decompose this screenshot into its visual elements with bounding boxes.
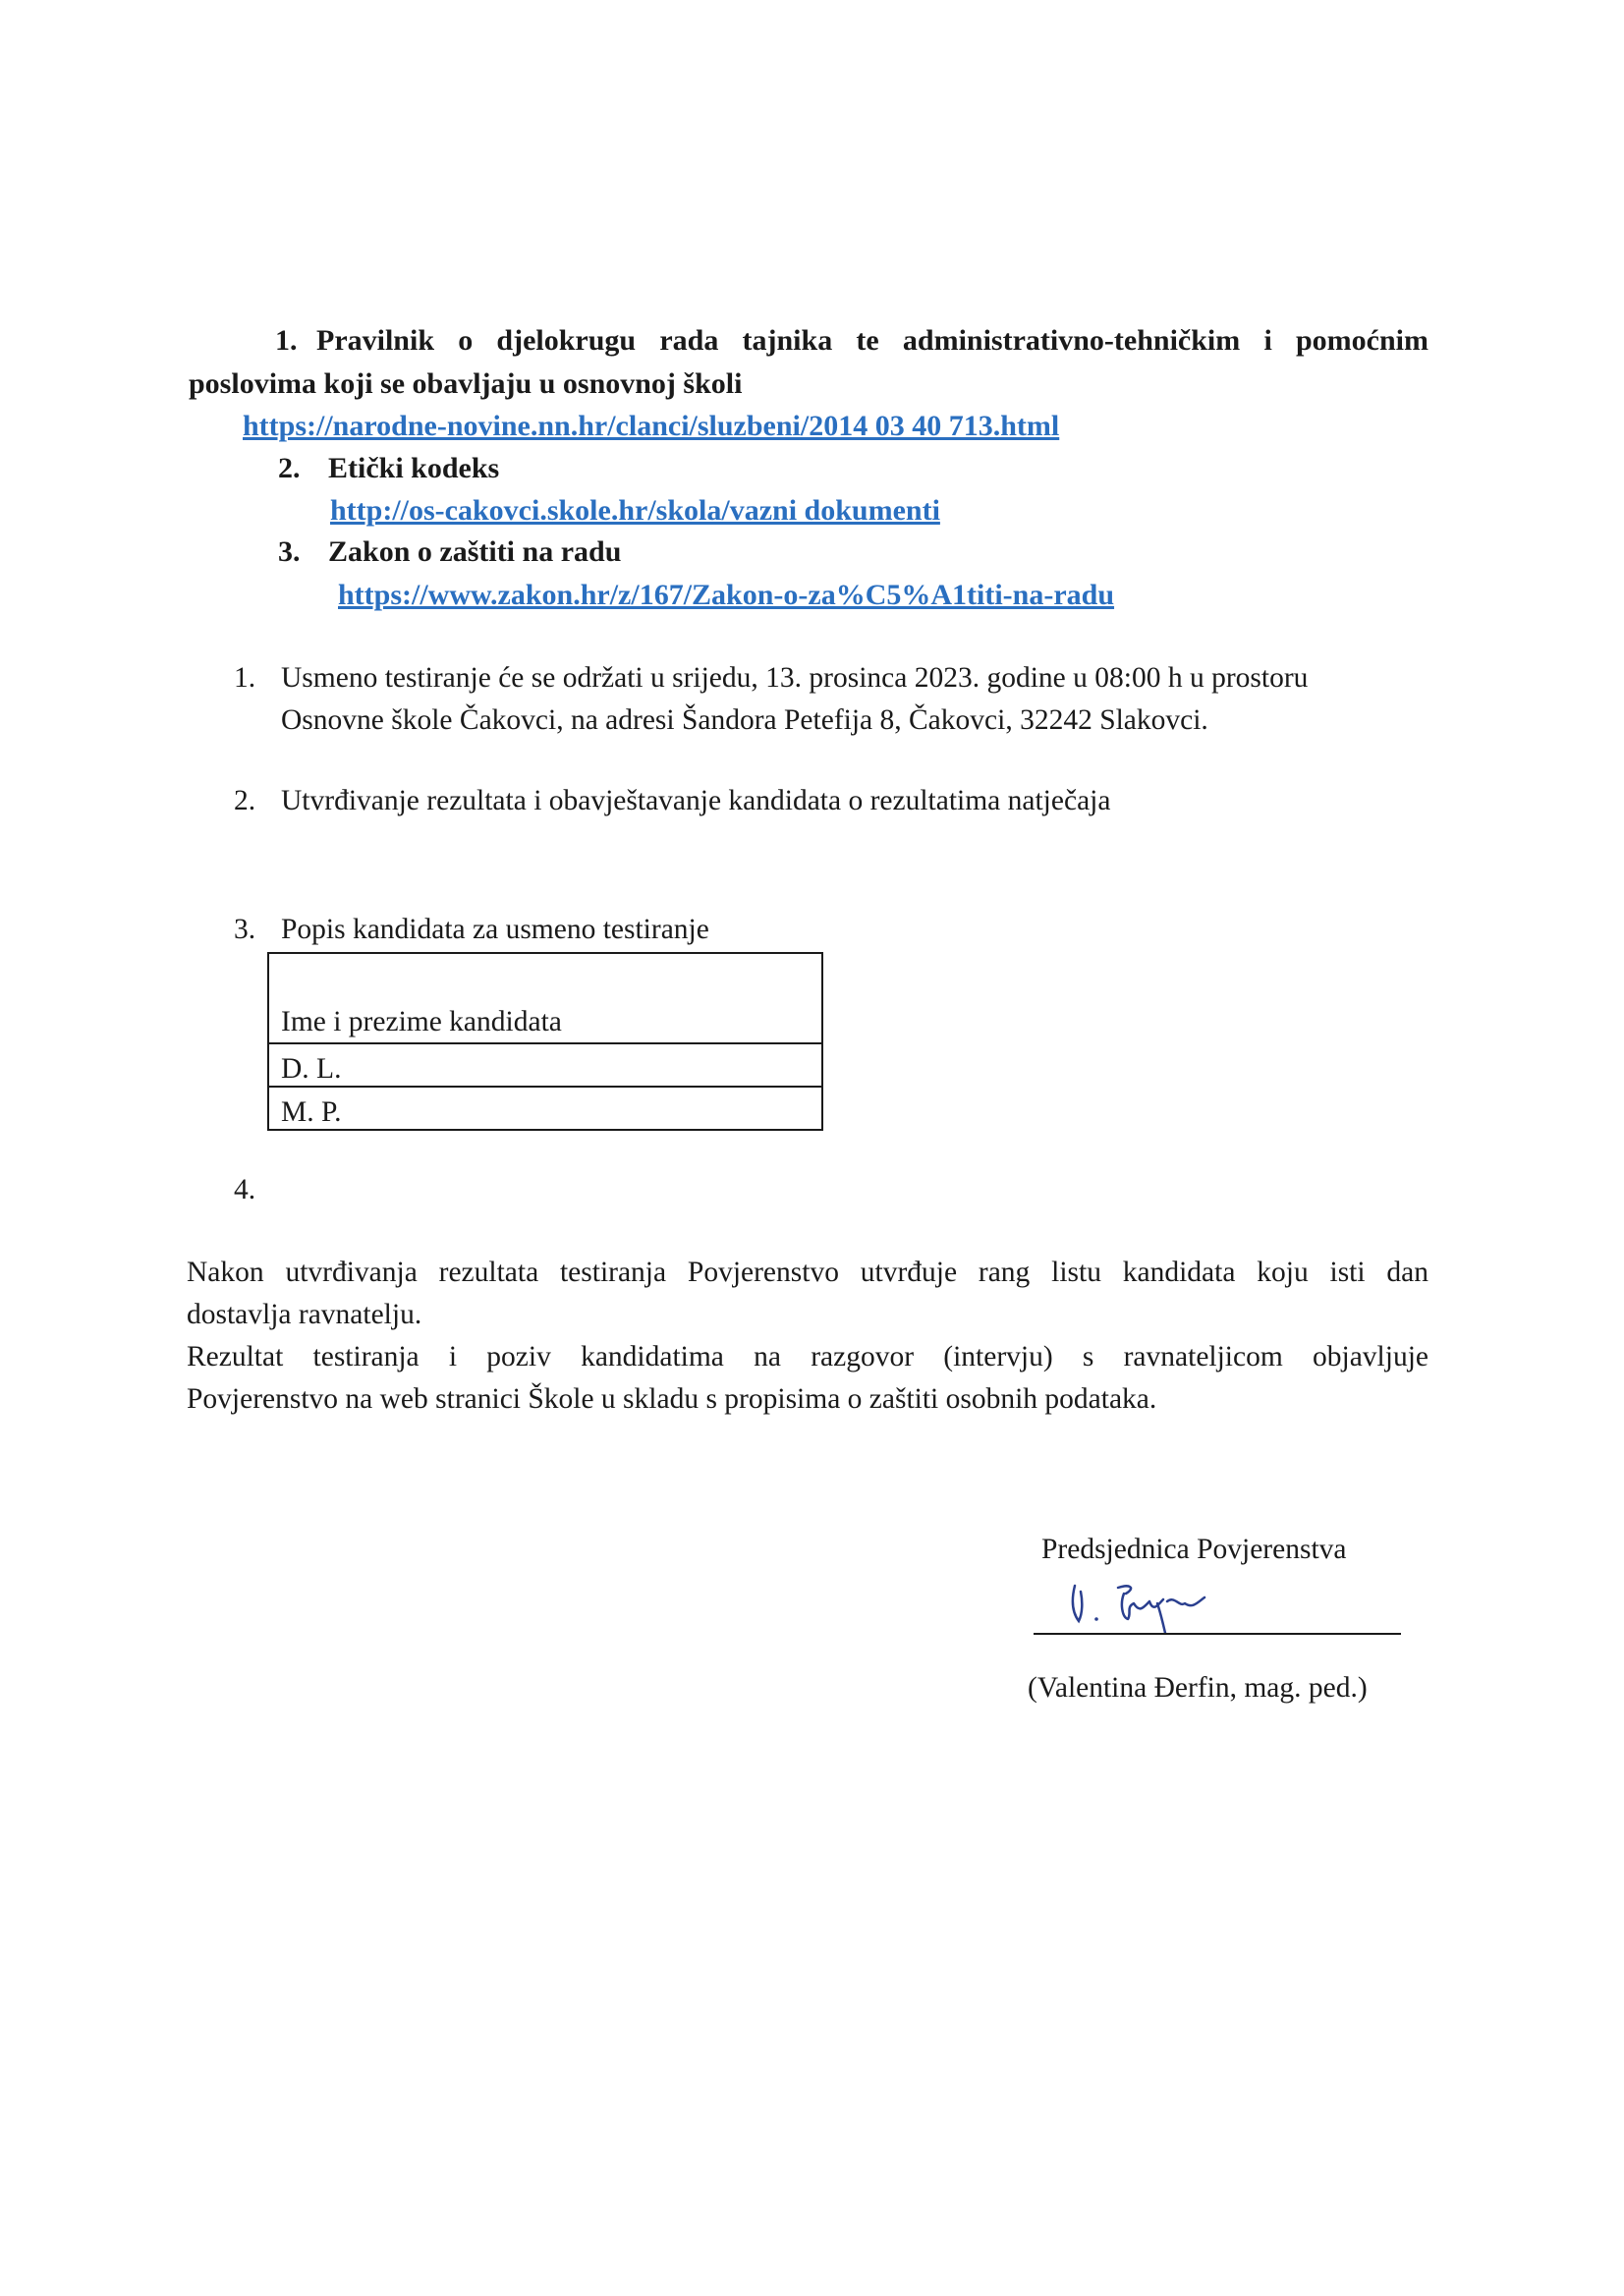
item-1-line1: Usmeno testiranje će se održati u srijedu, 13. prosinca 2023. godine u 08:00 h u prostoru: [281, 662, 1309, 694]
candidates-table: [267, 952, 823, 1131]
reference-3-number: 3.: [278, 535, 301, 568]
reference-1-link[interactable]: https://narodne-novine.nn.hr/clanci/sluzbeni/2014 03 40 713.html: [243, 410, 1060, 442]
reference-1-number: 1.: [275, 324, 298, 357]
table-row: [268, 1043, 822, 1087]
table-cell: M. P.: [268, 1087, 822, 1130]
reference-2-title: Etički kodeks: [328, 452, 500, 484]
table-cell: D. L.: [268, 1043, 822, 1087]
reference-2-link[interactable]: http://os-cakovci.skole.hr/skola/vazni dokumenti: [330, 494, 940, 527]
item-1-number: 1.: [234, 662, 256, 694]
closing-paragraph-1-line2: dostavlja ravnatelju.: [187, 1299, 422, 1330]
table-header-cell: Ime i prezime kandidata: [268, 953, 822, 1043]
reference-1-title-line2: poslovima koji se obavljaju u osnovnoj školi: [189, 367, 743, 400]
item-4-number: 4.: [234, 1174, 256, 1205]
signature-role: Predsjednica Povjerenstva: [1041, 1534, 1347, 1565]
item-1-line2: Osnovne škole Čakovci, na adresi Šandora Petefija 8, Čakovci, 32242 Slakovci.: [281, 704, 1208, 736]
closing-paragraph-2-line2: Povjerenstvo na web stranici Škole u skladu s propisima o zaštiti osobnih podataka.: [187, 1383, 1157, 1415]
item-2-number: 2.: [234, 785, 256, 816]
closing-paragraph-2-line1: Rezultat testiranja i poziv kandidatima na razgovor (intervju) s ravnateljicom objavljuje: [187, 1341, 1428, 1372]
item-3-text: Popis kandidata za usmeno testiranje: [281, 914, 709, 945]
table-row: [268, 1087, 822, 1130]
item-3-number: 3.: [234, 914, 256, 945]
item-2-text: Utvrđivanje rezultata i obavještavanje kandidata o rezultatima natječaja: [281, 785, 1111, 816]
reference-1-title-line1: Pravilnik o djelokrugu rada tajnika te administrativno-tehničkim i pomoćnim: [316, 324, 1428, 357]
reference-3-title: Zakon o zaštiti na radu: [328, 535, 622, 568]
signature-name: (Valentina Đerfin, mag. ped.): [1028, 1672, 1368, 1704]
reference-3-link[interactable]: https://www.zakon.hr/z/167/Zakon-o-za%C5%A1titi-na-radu: [338, 579, 1115, 611]
table-header-row: [268, 953, 822, 1043]
closing-paragraph-1-line1: Nakon utvrđivanja rezultata testiranja Povjerenstvo utvrđuje rang listu kandidata koju isti dan: [187, 1257, 1428, 1288]
signature-line: [1034, 1633, 1401, 1635]
reference-2-number: 2.: [278, 452, 301, 484]
